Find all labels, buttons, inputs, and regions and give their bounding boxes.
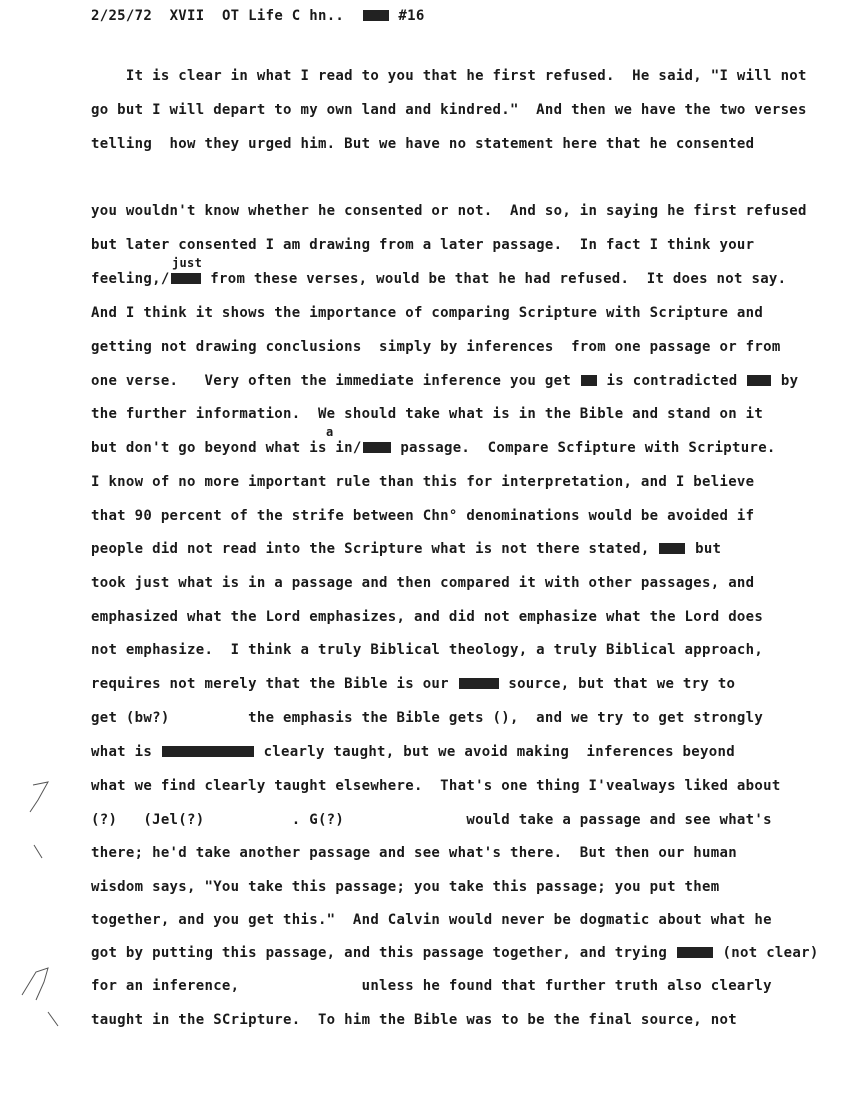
- header-date: 2/25/72: [91, 8, 153, 24]
- struck-text: [581, 375, 597, 386]
- pencil-mark: [30, 782, 48, 812]
- text-line-16: emphasized what the Lord emphasizes, and did not emphasize what the Lord does: [91, 609, 764, 625]
- text-line-11: [91, 440, 776, 456]
- text-segment: source, but that we try to: [499, 676, 736, 692]
- text-line-10: the further information. We should take what is in the Bible and stand on it: [91, 406, 764, 422]
- text-line-24: wisdom says, "You take this passage; you take this passage; you put them: [91, 879, 720, 895]
- text-line-4: you wouldn't know whether he consented or not. And so, in saying he first refused: [91, 203, 807, 219]
- text-line-12: I know of no more important rule than this for interpretation, and I believe: [91, 474, 755, 490]
- text-line-18: [91, 676, 735, 692]
- struck-text: [677, 947, 713, 958]
- text-line-22: (?) (Jel(?) . G(?) would take a passage and see what's: [91, 812, 772, 828]
- text-line-25: together, and you get this." And Calvin would never be dogmatic about what he: [91, 912, 772, 928]
- text-segment: inferences beyond: [569, 744, 735, 760]
- struck-text: [162, 746, 254, 757]
- text-line-20: [91, 744, 735, 760]
- page-header: [91, 8, 425, 24]
- text-line-6: [91, 271, 786, 287]
- text-segment: what is: [91, 744, 161, 760]
- text-segment: but don't go beyond what is in/: [91, 440, 362, 456]
- text-segment: got by putting this passage, and this passage together, and trying: [91, 945, 676, 961]
- text-line-15: took just what is in a passage and then compared it with other passages, and: [91, 575, 755, 591]
- text-line-2: go but I will depart to my own land and kindred." And then we have the two verses: [91, 102, 807, 118]
- header-course: XVII OT Life C hn..: [169, 8, 345, 24]
- margin-pencil-marks: [0, 0, 120, 1097]
- text-segment: is contradicted: [597, 373, 747, 389]
- struck-text: [363, 10, 389, 21]
- interlinear-insert-a: a: [326, 425, 334, 439]
- text-segment: but: [686, 541, 722, 557]
- pencil-mark: [48, 1012, 58, 1026]
- text-line-19: get (bw?) the emphasis the Bible gets (), and we try to get strongly: [91, 710, 764, 726]
- text-segment: requires not merely that the Bible is our: [91, 676, 458, 692]
- text-segment: (not clear): [713, 945, 819, 961]
- text-segment: people did not read into the Scripture what is not there stated,: [91, 541, 659, 557]
- struck-text: [459, 678, 499, 689]
- text-line-9: [91, 373, 798, 389]
- struck-text: [659, 543, 685, 554]
- struck-text: [171, 273, 201, 284]
- text-line-14: [91, 541, 721, 557]
- text-segment: passage. Compare Scfipture with Scripture.: [391, 440, 776, 456]
- text-line-3: telling how they urged him. But we have no statement here that he consented: [91, 136, 755, 152]
- text-line-26: [91, 945, 819, 961]
- struck-text: [363, 442, 391, 453]
- text-line-13: that 90 percent of the strife between Chn° denominations would be avoided if: [91, 508, 755, 524]
- struck-text: [747, 375, 771, 386]
- text-segment: one verse. Very often the immediate inference you get: [91, 373, 580, 389]
- text-segment: clearly taught, but we avoid making: [254, 744, 570, 760]
- pencil-mark: [22, 968, 48, 1000]
- text-line-23: there; he'd take another passage and see what's there. But then our human: [91, 845, 737, 861]
- text-line-5: but later consented I am drawing from a later passage. In fact I think your: [91, 237, 755, 253]
- text-segment: from these verses, would be that he had refused. It does not say.: [201, 271, 787, 287]
- header-number: #16: [398, 8, 425, 24]
- text-segment: by: [772, 373, 799, 389]
- text-line-7: And I think it shows the importance of comparing Scripture with Scripture and: [91, 305, 764, 321]
- pencil-mark: [34, 845, 42, 858]
- text-line-8: getting not drawing conclusions simply by inferences from one passage or from: [91, 339, 781, 355]
- text-line-21: what we find clearly taught elsewhere. That's one thing I'vealways liked about: [91, 778, 781, 794]
- text-line-17: not emphasize. I think a truly Biblical theology, a truly Biblical approach,: [91, 642, 764, 658]
- text-line-28: taught in the SCripture. To him the Bible was to be the final source, not: [91, 1012, 737, 1028]
- text-line-1: It is clear in what I read to you that he first refused. He said, "I will not: [91, 68, 807, 84]
- text-line-27: for an inference, unless he found that further truth also clearly: [91, 978, 772, 994]
- text-segment: feeling,/: [91, 271, 170, 287]
- interlinear-insert-just: just: [172, 256, 203, 270]
